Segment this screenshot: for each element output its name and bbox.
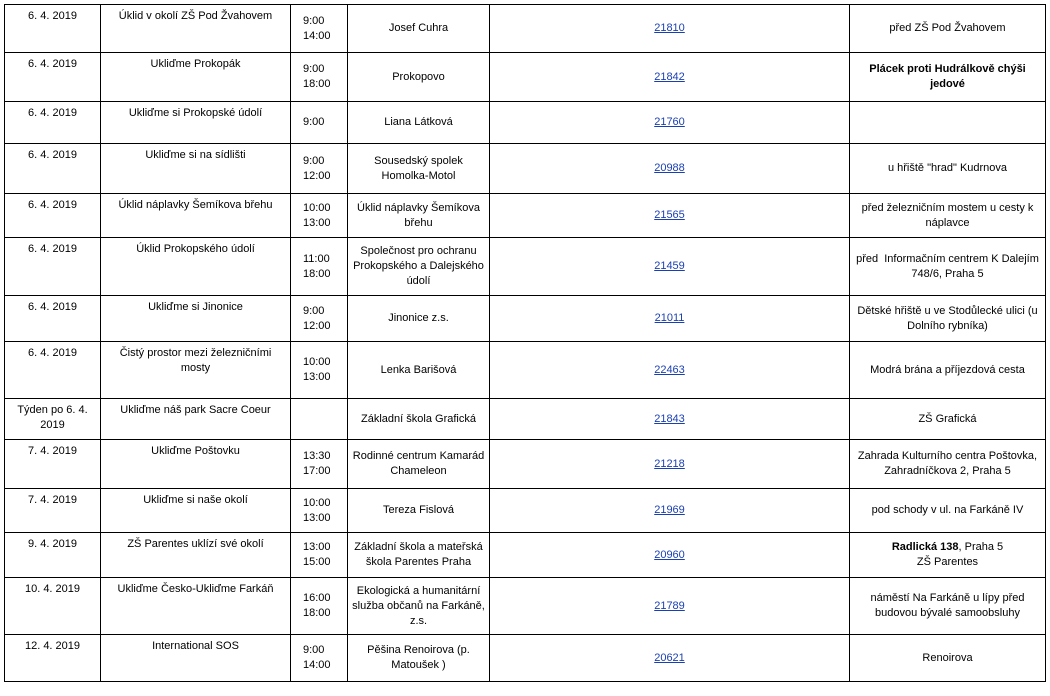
time-cell bbox=[291, 5, 348, 53]
organizer-cell: Ekologická a humanitární služba občanů na Farkáně, z.s. bbox=[348, 578, 490, 635]
event-id-cell bbox=[490, 533, 850, 578]
organizer-cell: Tereza Fislová bbox=[348, 489, 490, 533]
table-row bbox=[5, 53, 1046, 102]
event-id-cell bbox=[490, 440, 850, 489]
time-cell bbox=[291, 533, 348, 578]
organizer-cell: Liana Látková bbox=[348, 102, 490, 144]
event-name-cell: International SOS bbox=[101, 635, 291, 682]
end-time: 14:00 bbox=[303, 29, 331, 42]
time-cell bbox=[291, 194, 348, 238]
event-id-cell bbox=[490, 342, 850, 399]
event-name-cell: Úklid Prokopského údolí bbox=[101, 238, 291, 296]
event-name-cell: Ukliďme si Prokopské údolí bbox=[101, 102, 291, 144]
event-id-link[interactable]: 21011 bbox=[654, 312, 685, 324]
event-name-cell: Ukliďme si na sídlišti bbox=[101, 144, 291, 194]
organizer-cell: Prokopovo bbox=[348, 53, 490, 102]
date-cell: 10. 4. 2019 bbox=[5, 578, 101, 635]
event-id-link[interactable]: 21842 bbox=[654, 70, 685, 83]
meeting-place-cell: Modrá brána a příjezdová cesta bbox=[850, 342, 1046, 399]
events-table bbox=[4, 4, 1046, 682]
meeting-place-cell: Renoirova bbox=[850, 635, 1046, 682]
time-cell bbox=[291, 635, 348, 682]
date-cell: 12. 4. 2019 bbox=[5, 635, 101, 682]
organizer-cell: Sousedský spolek Homolka-Motol bbox=[348, 144, 490, 194]
event-id-cell bbox=[490, 5, 850, 53]
date-cell: 6. 4. 2019 bbox=[5, 238, 101, 296]
end-time: 18:00 bbox=[303, 607, 331, 619]
start-time: 9:00 bbox=[303, 14, 325, 27]
start-time: 9:00 bbox=[303, 116, 325, 128]
date-cell: 6. 4. 2019 bbox=[5, 144, 101, 194]
end-time: 18:00 bbox=[303, 78, 331, 90]
date-cell: 6. 4. 2019 bbox=[5, 5, 101, 53]
organizer-cell: Společnost pro ochranu Prokopského a Dalejského údolí bbox=[348, 238, 490, 296]
date-cell: 6. 4. 2019 bbox=[5, 194, 101, 238]
end-time: 14:00 bbox=[303, 659, 331, 671]
time-cell bbox=[291, 440, 348, 489]
meeting-place-cell: Radlická 138, Praha 5 ZŠ Parentes bbox=[850, 533, 1046, 578]
meeting-place-cell: ZŠ Grafická bbox=[850, 399, 1046, 440]
start-time: 10:00 bbox=[303, 356, 331, 368]
table-row bbox=[5, 635, 1046, 682]
meeting-place-cell: pod schody v ul. na Farkáně IV bbox=[850, 489, 1046, 533]
date-cell: 6. 4. 2019 bbox=[5, 296, 101, 342]
table-row bbox=[5, 489, 1046, 533]
start-time: 9:00 bbox=[303, 63, 325, 75]
event-name-cell: Ukliďme Prokopák bbox=[101, 53, 291, 102]
table-row bbox=[5, 102, 1046, 144]
time-cell bbox=[291, 238, 348, 296]
time-cell bbox=[291, 578, 348, 635]
table-row bbox=[5, 5, 1046, 53]
organizer-cell: Lenka Barišová bbox=[348, 342, 490, 399]
time-cell bbox=[291, 489, 348, 533]
end-time: 13:00 bbox=[303, 371, 331, 383]
event-id-link[interactable]: 22463 bbox=[654, 363, 685, 376]
table-row bbox=[5, 238, 1046, 296]
date-cell: 7. 4. 2019 bbox=[5, 440, 101, 489]
event-name-cell: Úklid v okolí ZŠ Pod Žvahovem bbox=[101, 5, 291, 53]
table-row bbox=[5, 399, 1046, 440]
time-cell bbox=[291, 399, 348, 440]
meeting-place-cell: u hřiště "hrad" Kudrnova bbox=[850, 144, 1046, 194]
time-cell bbox=[291, 53, 348, 102]
time-cell bbox=[291, 296, 348, 342]
date-cell: 6. 4. 2019 bbox=[5, 342, 101, 399]
date-cell: 6. 4. 2019 bbox=[5, 102, 101, 144]
meeting-place-cell: Dětské hřiště u ve Stodůlecké ulici (u Dolního rybníka) bbox=[850, 296, 1046, 342]
start-time: 13:00 bbox=[303, 541, 331, 553]
event-id-link[interactable]: 21565 bbox=[654, 209, 685, 221]
event-name-cell: Ukliďme náš park Sacre Coeur bbox=[101, 399, 291, 440]
date-cell: 6. 4. 2019 bbox=[5, 53, 101, 102]
event-id-cell bbox=[490, 194, 850, 238]
start-time: 13:30 bbox=[303, 450, 331, 462]
event-id-link[interactable]: 21843 bbox=[654, 412, 685, 425]
start-time: 10:00 bbox=[303, 201, 331, 214]
event-id-cell bbox=[490, 489, 850, 533]
event-name-cell: Ukliďme si Jinonice bbox=[101, 296, 291, 342]
start-time: 9:00 bbox=[303, 154, 325, 167]
event-id-link[interactable]: 21760 bbox=[654, 116, 685, 128]
date-cell: Týden po 6. 4. 2019 bbox=[5, 399, 101, 440]
date-cell: 7. 4. 2019 bbox=[5, 489, 101, 533]
event-id-link[interactable]: 21218 bbox=[654, 457, 685, 470]
table-row bbox=[5, 440, 1046, 489]
table-row bbox=[5, 578, 1046, 635]
organizer-cell: Úklid náplavky Šemíkova břehu bbox=[348, 194, 490, 238]
end-time: 13:00 bbox=[303, 511, 331, 524]
organizer-cell: Základní škola a mateřská škola Parentes Praha bbox=[348, 533, 490, 578]
event-id-cell bbox=[490, 238, 850, 296]
event-id-cell bbox=[490, 635, 850, 682]
time-cell bbox=[291, 144, 348, 194]
event-id-cell bbox=[490, 296, 850, 342]
event-name-cell: Ukliďme Poštovku bbox=[101, 440, 291, 489]
meeting-place-cell: před železničním mostem u cesty k náplavce bbox=[850, 194, 1046, 238]
meeting-place-cell: před Informačním centrem K Dalejím 748/6, Praha 5 bbox=[850, 238, 1046, 296]
start-time: 9:00 bbox=[303, 644, 325, 656]
event-id-link[interactable]: 20621 bbox=[654, 651, 685, 664]
end-time: 18:00 bbox=[303, 267, 331, 280]
event-id-link[interactable]: 21789 bbox=[654, 599, 685, 612]
table-row bbox=[5, 296, 1046, 342]
event-id-cell bbox=[490, 399, 850, 440]
start-time: 16:00 bbox=[303, 592, 331, 604]
events-table-body bbox=[5, 5, 1046, 682]
meeting-place-cell: Plácek proti Hudrálkově chýši jedové bbox=[850, 53, 1046, 102]
time-cell bbox=[291, 342, 348, 399]
organizer-cell: Základní škola Grafická bbox=[348, 399, 490, 440]
meeting-place-cell: náměstí Na Farkáně u lípy před budovou bývalé samoobsluhy bbox=[850, 578, 1046, 635]
table-row bbox=[5, 194, 1046, 238]
event-id-link[interactable]: 21459 bbox=[654, 260, 685, 272]
event-name-cell: Ukliďme si naše okolí bbox=[101, 489, 291, 533]
meeting-place-cell bbox=[850, 102, 1046, 144]
event-id-cell bbox=[490, 53, 850, 102]
organizer-cell: Pěšina Renoirova (p. Matoušek ) bbox=[348, 635, 490, 682]
event-id-link[interactable]: 21969 bbox=[654, 504, 685, 516]
event-id-cell bbox=[490, 578, 850, 635]
table-row bbox=[5, 342, 1046, 399]
event-id-link[interactable]: 21810 bbox=[654, 22, 685, 34]
event-id-cell bbox=[490, 102, 850, 144]
table-row bbox=[5, 533, 1046, 578]
event-name-cell: ZŠ Parentes uklízí své okolí bbox=[101, 533, 291, 578]
event-name-cell: Čistý prostor mezi železničními mosty bbox=[101, 342, 291, 399]
time-cell bbox=[291, 102, 348, 144]
date-cell: 9. 4. 2019 bbox=[5, 533, 101, 578]
event-id-cell bbox=[490, 144, 850, 194]
end-time: 17:00 bbox=[303, 465, 331, 477]
event-id-link[interactable]: 20960 bbox=[654, 548, 685, 561]
meeting-place-cell: Zahrada Kulturního centra Poštovka, Zahradníčkova 2, Praha 5 bbox=[850, 440, 1046, 489]
event-name-cell: Úklid náplavky Šemíkova břehu bbox=[101, 194, 291, 238]
end-time: 12:00 bbox=[303, 169, 331, 182]
organizer-cell: Jinonice z.s. bbox=[348, 296, 490, 342]
start-time: 10:00 bbox=[303, 496, 331, 509]
end-time: 15:00 bbox=[303, 556, 331, 568]
start-time: 9:00 bbox=[303, 304, 325, 317]
end-time: 13:00 bbox=[303, 216, 331, 229]
organizer-cell: Josef Cuhra bbox=[348, 5, 490, 53]
event-id-link[interactable]: 20988 bbox=[654, 162, 685, 174]
meeting-place-cell: před ZŠ Pod Žvahovem bbox=[850, 5, 1046, 53]
table-row bbox=[5, 144, 1046, 194]
event-name-cell: Ukliďme Česko-Ukliďme Farkáň bbox=[101, 578, 291, 635]
end-time: 12:00 bbox=[303, 319, 331, 332]
organizer-cell: Rodinné centrum Kamarád Chameleon bbox=[348, 440, 490, 489]
start-time: 11:00 bbox=[303, 252, 330, 265]
